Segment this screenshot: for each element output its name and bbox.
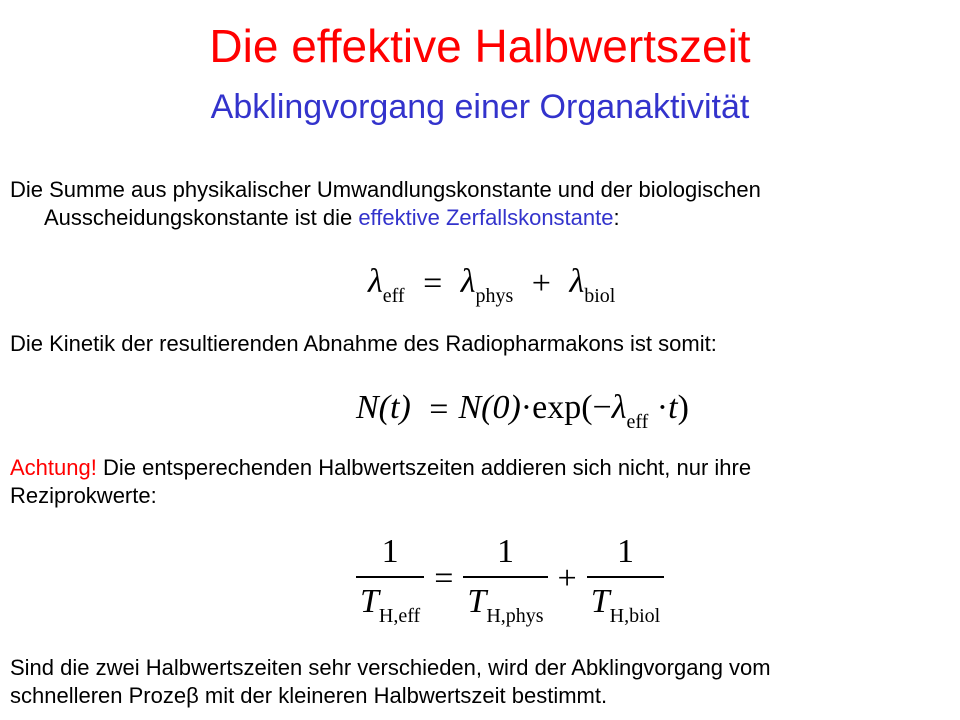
paragraph-line <box>10 204 940 232</box>
numerator: 1 <box>356 530 424 578</box>
highlight-term: effektive Zerfallskonstante <box>358 205 614 230</box>
time-variable: t <box>668 389 678 426</box>
numerator: 1 <box>463 530 547 578</box>
lambda-symbol: λ <box>569 263 585 300</box>
dot-operator: · <box>520 389 533 426</box>
subscript-biol: biol <box>584 285 616 307</box>
plus-sign: + <box>557 560 577 597</box>
subscript-eff: eff <box>382 285 405 307</box>
paragraph-line <box>10 454 940 482</box>
page-subtitle: Abklingvorgang einer Organaktivität <box>210 88 750 126</box>
lambda-symbol: λ <box>611 389 627 426</box>
formula-decay-law <box>356 388 689 432</box>
dot-operator: · <box>656 389 669 426</box>
text-span: Die entsperechenden Halbwertszeiten addieren sich nicht, nur ihre <box>96 455 752 480</box>
equals-sign: = <box>434 560 454 597</box>
formula-reciprocal-half-lives <box>356 530 664 628</box>
paragraph-line: Reziprokwerte: <box>10 483 157 508</box>
text-span: : <box>613 205 620 230</box>
subscript-phys: phys <box>475 285 514 307</box>
equals-sign: = <box>429 391 449 429</box>
denominator: $T_{H,biol}$ <box>590 583 661 627</box>
subscript-eff: eff <box>626 411 649 433</box>
paragraph-warning <box>10 454 940 510</box>
denominator: $T_{H,phys}$ <box>467 583 544 627</box>
closing-paren: ) <box>677 389 689 426</box>
numerator: 1 <box>587 530 664 578</box>
formula-lambda-eff <box>368 262 615 306</box>
paragraph-line: schnelleren Prozeβ mit der kleineren Halbwertszeit bestimmt. <box>10 683 608 708</box>
paragraph-line: Sind die zwei Halbwertszeiten sehr verschieden, wird der Abklingvorgang vom <box>10 655 771 680</box>
exp-function: exp(− <box>532 389 612 426</box>
paragraph-effective-constant <box>10 176 940 232</box>
fraction-phys <box>463 530 547 628</box>
warning-label: Achtung! <box>10 455 97 480</box>
plus-sign: + <box>531 265 551 303</box>
fraction-biol <box>587 530 664 628</box>
paragraph-line: Die Summe aus physikalischer Umwandlungskonstante und der biologischen <box>10 177 761 202</box>
lambda-symbol: λ <box>368 263 383 300</box>
formula-n0: N(0) <box>458 389 521 426</box>
formula-lhs: N(t) <box>356 389 411 426</box>
paragraph-kinetics: Die Kinetik der resultierenden Abnahme des Radiopharmakons ist somit: <box>10 331 717 356</box>
fraction-eff <box>356 530 424 628</box>
equals-sign: = <box>423 265 443 303</box>
page-title: Die effektive Halbwertszeit <box>209 20 751 72</box>
paragraph-conclusion <box>10 654 940 710</box>
text-span: Ausscheidungskonstante ist die <box>44 205 359 230</box>
lambda-symbol: λ <box>460 263 476 300</box>
denominator: $T_{H,eff}$ <box>360 583 421 627</box>
